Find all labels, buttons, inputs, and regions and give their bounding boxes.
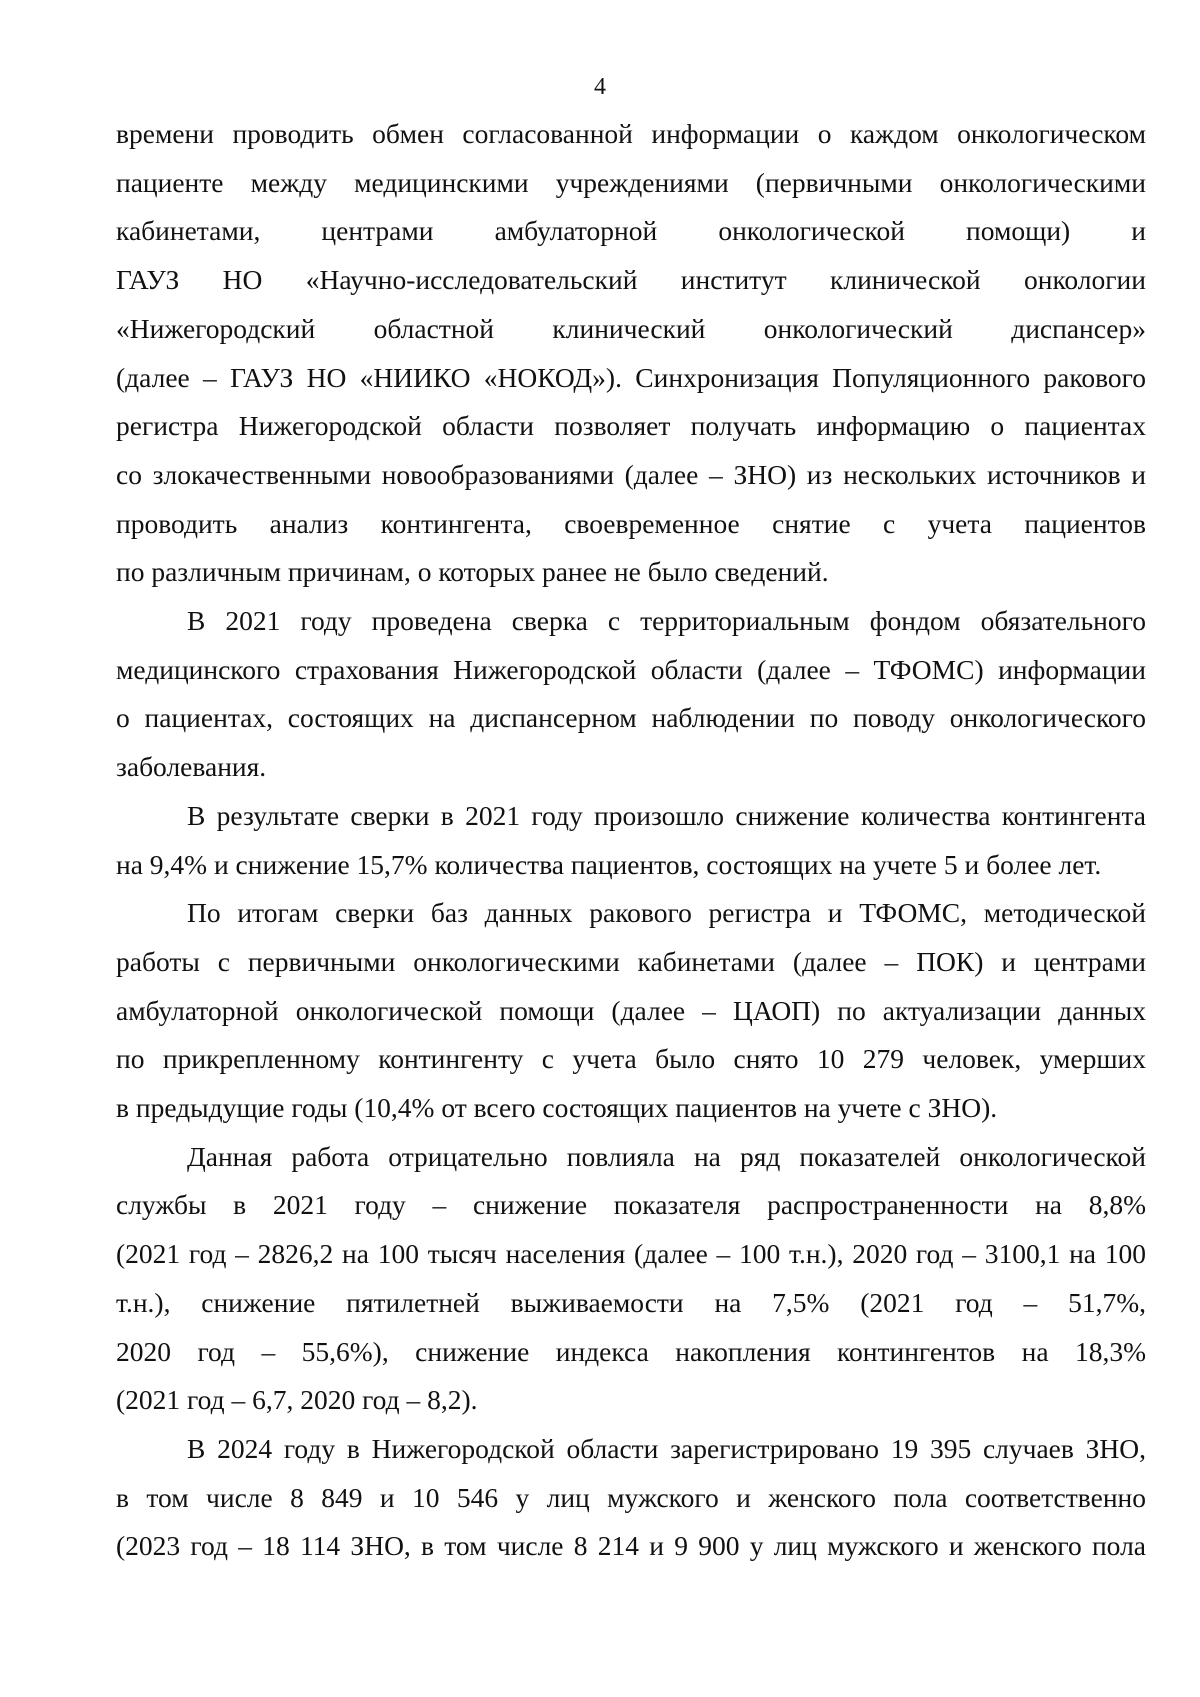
paragraph-tfoms-reconciliation [116, 597, 1146, 792]
text-line: ГАУЗ НО «Научно-исследовательский институт клинической онкологии [116, 264, 1146, 296]
text-line: времени проводить обмен согласованной информации о каждом онкологическом [116, 118, 1146, 149]
text-line: по различным причинам, о которых ранее не было сведений. [116, 556, 829, 588]
paragraph-indicators-impact [116, 1133, 1146, 1425]
page-number: 4 [594, 74, 606, 100]
text-line: в том числе 8 849 и 10 546 у лиц мужского и женского пола соответственно [116, 1481, 1146, 1513]
text-line: (2023 год – 18 114 ЗНО, в том числе 8 214 и 9 900 у лиц мужского и женского пола [116, 1530, 1146, 1562]
text-line: В 2024 году в Нижегородской области зарегистрировано 19 395 случаев ЗНО, [187, 1432, 1146, 1464]
paragraph-2024-registrations [116, 1425, 1146, 1571]
paragraph-intro-continued [116, 110, 1146, 597]
text-line: на 9,4% и снижение 15,7% количества пациентов, состоящих на учете 5 и более лет. [116, 848, 1102, 880]
text-line: «Нижегородский областной клинический онкологический диспансер» [116, 312, 1146, 344]
text-line: В 2021 году проведена сверка с территориальным фондом обязательного [187, 605, 1146, 637]
text-line: о пациентах, состоящих на диспансерном наблюдении по поводу онкологического [116, 702, 1146, 734]
text-line: В результате сверки в 2021 году произошло снижение количества контингента [187, 799, 1146, 831]
text-line: кабинетами, центрами амбулаторной онкологической помощи) и [116, 215, 1146, 247]
text-line: (далее – ГАУЗ НО «НИИКО «НОКОД»). Синхронизация Популяционного ракового [116, 361, 1146, 393]
text-line: по прикрепленному контингенту с учета было снято 10 279 человек, умерших [116, 1043, 1146, 1075]
text-line: т.н.), снижение пятилетней выживаемости на 7,5% (2021 год – 51,7%, [116, 1286, 1146, 1318]
text-line: медицинского страхования Нижегородской области (далее – ТФОМС) информации [116, 653, 1146, 685]
document-body [116, 110, 1146, 1571]
text-line: проводить анализ контингента, своевременное снятие с учета пациентов [116, 507, 1146, 539]
text-line: амбулаторной онкологической помощи (далее – ЦАОП) по актуализации данных [116, 994, 1146, 1026]
text-line: (2021 год – 2826,2 на 100 тысяч населения (далее – 100 т.н.), 2020 год – 3100,1 на 100 [116, 1238, 1146, 1270]
text-line: 2020 год – 55,6%), снижение индекса накопления контингентов на 18,3% [116, 1335, 1146, 1367]
text-line: в предыдущие годы (10,4% от всего состоящих пациентов на учете с ЗНО). [116, 1092, 998, 1124]
text-line: Данная работа отрицательно повлияла на ряд показателей онкологической [187, 1140, 1146, 1172]
text-line: (2021 год – 6,7, 2020 год – 8,2). [116, 1384, 478, 1416]
text-line: заболевания. [116, 751, 267, 783]
paragraph-database-reconciliation [116, 889, 1146, 1133]
text-line: со злокачественными новообразованиями (далее – ЗНО) из нескольких источников и [116, 458, 1146, 490]
text-line: работы с первичными онкологическими кабинетами (далее – ПОК) и центрами [116, 945, 1146, 977]
text-line: регистра Нижегородской области позволяет получать информацию о пациентах [116, 410, 1146, 442]
paragraph-reconciliation-result [116, 792, 1146, 889]
text-line: службы в 2021 году – снижение показателя распространенности на 8,8% [116, 1189, 1146, 1221]
text-line: По итогам сверки баз данных ракового регистра и ТФОМС, методической [187, 897, 1146, 929]
text-line: пациенте между медицинскими учреждениями (первичными онкологическими [116, 166, 1146, 198]
